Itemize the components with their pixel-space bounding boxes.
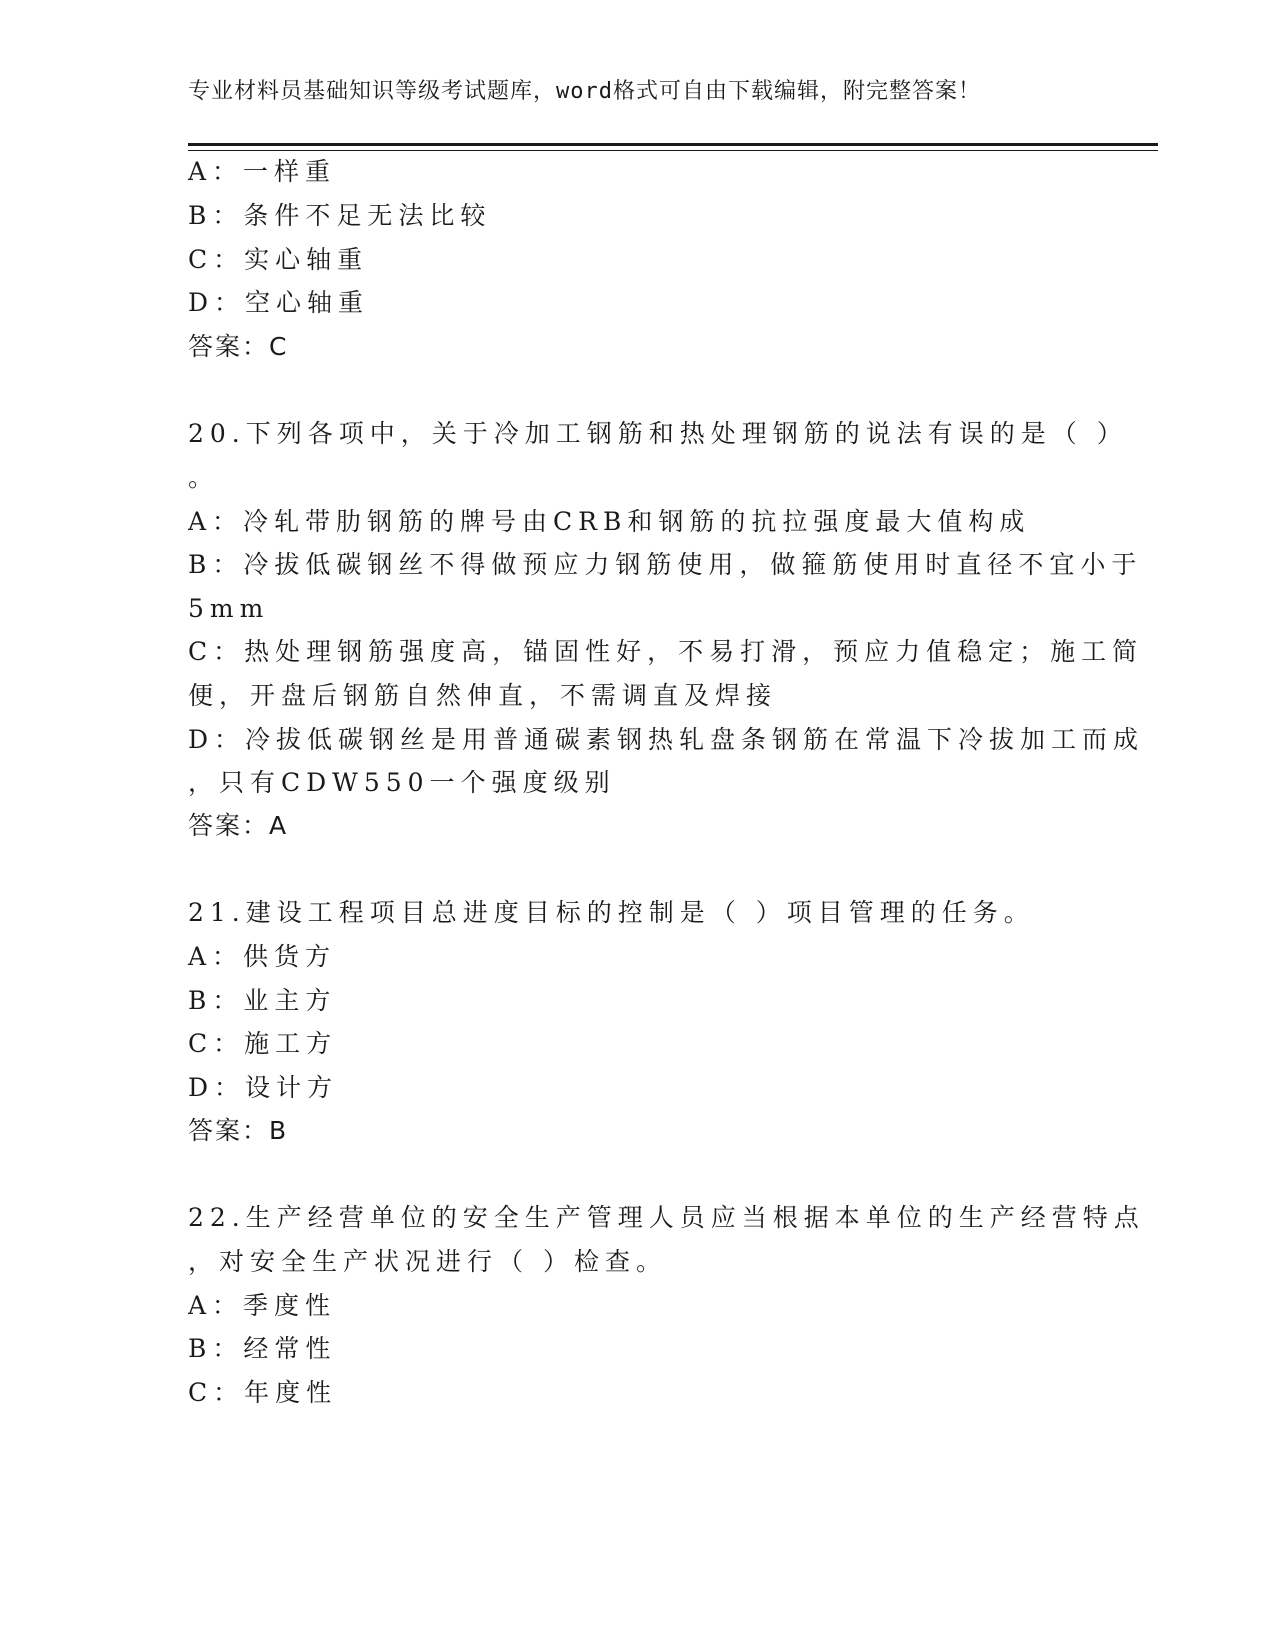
q20-option-b: B：冷拔低碳钢丝不得做预应力钢筋使用，做箍筋使用时直径不宜小于: [188, 550, 1143, 579]
q22-option-c: C：年度性: [188, 1378, 338, 1407]
q21-answer: 答案：B: [188, 1116, 289, 1145]
q21-option-d: D：设计方: [188, 1073, 339, 1102]
page-header: 专业材料员基础知识等级考试题库，word格式可自由下载编辑，附完整答案！: [188, 79, 981, 104]
header-rule-thick: [188, 143, 1158, 146]
q20-stem-cont: 。: [188, 463, 220, 492]
q19-option-d: D：空心轴重: [188, 288, 370, 317]
q20-stem: 20.下列各项中，关于冷加工钢筋和热处理钢筋的说法有误的是（ ）: [188, 419, 1128, 448]
q21-option-a: A：供货方: [188, 942, 337, 971]
q20-option-d: D：冷拔低碳钢丝是用普通碳素钢热轧盘条钢筋在常温下冷拔加工而成: [188, 725, 1145, 754]
q20-option-c-cont: 便，开盘后钢筋自然伸直，不需调直及焊接: [188, 681, 778, 710]
q19-option-b: B：条件不足无法比较: [188, 201, 492, 230]
q21-option-c: C：施工方: [188, 1029, 338, 1058]
q21-option-b: B：业主方: [188, 986, 337, 1015]
q19-option-a: A：一样重: [188, 157, 337, 186]
q22-stem-cont: ，对安全生产状况进行（ ）检查。: [188, 1247, 667, 1276]
q20-option-c: C：热处理钢筋强度高，锚固性好，不易打滑，预应力值稳定；施工简: [188, 637, 1144, 666]
q19-answer: 答案：C: [188, 332, 289, 361]
q19-option-c: C：实心轴重: [188, 245, 369, 274]
header-rule-thin: [188, 150, 1158, 151]
q22-option-b: B：经常性: [188, 1334, 337, 1363]
q20-answer: 答案：A: [188, 811, 289, 840]
q21-stem: 21.建设工程项目总进度目标的控制是（ ）项目管理的任务。: [188, 898, 1035, 927]
q20-option-a: A：冷轧带肋钢筋的牌号由CRB和钢筋的抗拉强度最大值构成: [188, 507, 1031, 536]
q22-stem: 22.生产经营单位的安全生产管理人员应当根据本单位的生产经营特点: [188, 1203, 1145, 1232]
q22-option-a: A：季度性: [188, 1291, 337, 1320]
q20-option-d-cont: ，只有CDW550一个强度级别: [188, 768, 616, 797]
q20-option-b-cont: 5mm: [188, 594, 270, 623]
